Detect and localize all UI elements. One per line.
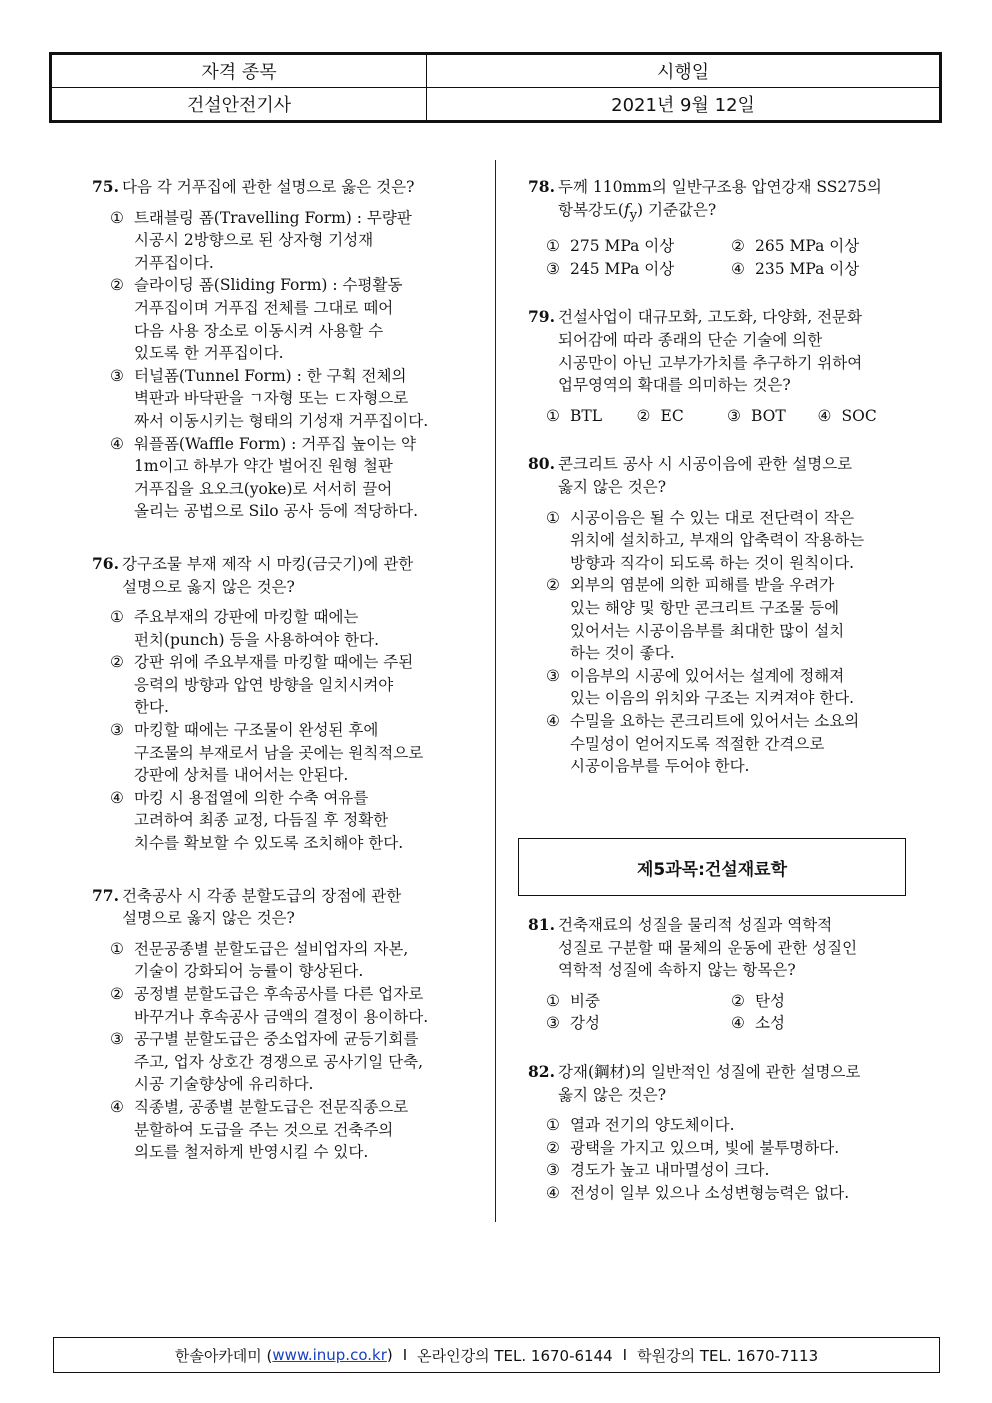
option-2: ② 슬라이딩 폼(Sliding Form) : 수평활동 거푸집이며 거푸집 전체를 그대로 떼어 다음 사용 장소로 이동시켜 사용할 수 있도록 한 거푸집이다. — [110, 276, 403, 363]
right-column — [528, 176, 908, 798]
header-date-label: 시행일 — [427, 55, 940, 88]
question-number: 80. — [528, 454, 555, 474]
question-77 — [92, 885, 482, 1164]
question-80 — [528, 453, 908, 777]
option-3: ③ 245 MPa 이상 — [546, 259, 675, 278]
option-3: ③ 마킹할 때에는 구조물이 완성된 후에 구조물의 부재로서 남을 곳에는 원칙적으로 강판에 상처를 내어서는 안된다. — [110, 721, 424, 785]
exam-header-table — [49, 52, 942, 123]
option-4: ④ SOC — [817, 406, 877, 425]
option-1: ① 트래블링 폼(Travelling Form) : 무량판 시공시 2방향으로 된 상자형 기성재 거푸집이다. — [110, 208, 412, 272]
question-78 — [528, 176, 908, 280]
option-3: ③ BOT — [727, 406, 786, 425]
footer-separator: I — [402, 1346, 408, 1364]
section-title-box — [518, 838, 906, 896]
question-number: 77. — [92, 885, 119, 905]
question-stem: 건설사업이 대규모화, 고도화, 다양화, 전문화 되어감에 따라 종래의 단순 기술에 의한 시공만이 아닌 고부가가치를 추구하기 위하여 업무영역의 확대를 의미하는 것은? — [558, 308, 863, 395]
option-1: ① 275 MPa 이상 — [546, 237, 675, 256]
option-2: ② 265 MPa 이상 — [731, 237, 860, 256]
question-stem: 두께 110mm의 일반구조용 압연강재 SS275의 항복강도$(f_y)$ 기준값은? — [558, 178, 882, 223]
footer-academy-phone: 학원강의 TEL. 1670-7113 — [637, 1346, 819, 1365]
question-stem: 콘크리트 공사 시 시공이음에 관한 설명으로 옳지 않은 것은? — [558, 455, 853, 497]
footer-bar: 한솔아카데미 ( www.inup.co.kr ) I 온라인강의 TEL. 1670-6144 I 학원강의 TEL. 1670-7113 — [53, 1337, 940, 1373]
question-stem: 강재(鋼材)의 일반적인 성질에 관한 설명으로 옳지 않은 것은? — [558, 1062, 861, 1104]
left-column — [92, 176, 482, 1184]
option-2: ② 광택을 가지고 있으며, 빛에 불투명하다. — [546, 1138, 840, 1157]
option-4: ④ 수밀을 요하는 콘크리트에 있어서는 소요의 수밀성이 얻어지도록 적절한 간격으로 시공이음부를 두어야 한다. — [546, 711, 860, 776]
question-75 — [92, 176, 482, 523]
question-number: 78. — [528, 177, 555, 196]
footer-academy-name: 한솔아카데미 ( — [174, 1346, 273, 1365]
right-column-lower — [528, 914, 908, 1225]
question-stem: 다음 각 거푸집에 관한 설명으로 옳은 것은? — [122, 178, 415, 196]
option-2: ② 강판 위에 주요부재를 마킹할 때에는 주된 응력의 방향과 압연 방향을 일치시켜야 한다. — [110, 653, 414, 717]
question-number: 76. — [92, 553, 119, 573]
option-4: ④ 직종별, 공종별 분할도급은 전문직종으로 분할하여 도급을 주는 것으로 건축주의 의도를 철저하게 반영시킬 수 있다. — [110, 1097, 409, 1162]
header-date-value: 2021년 9월 12일 — [427, 88, 940, 121]
question-82 — [528, 1061, 908, 1205]
footer-online-phone: 온라인강의 TEL. 1670-6144 — [417, 1346, 613, 1365]
header-subject-label: 자격 종목 — [52, 55, 427, 88]
option-4: ④ 전성이 일부 있으나 소성변형능력은 없다. — [546, 1183, 850, 1202]
question-number: 79. — [528, 307, 555, 327]
option-2: ② 공정별 분할도급은 후속공사를 다른 업자로 바꾸거나 후속공사 금액의 결정이 용이하다. — [110, 985, 429, 1026]
option-3: ③ 터널폼(Tunnel Form) : 한 구획 전체의 벽판과 바닥판을 ㄱ자형 또는 ㄷ자형으로 짜서 이동시키는 형태의 기성재 거푸집이다. — [110, 366, 429, 430]
question-stem: 건축재료의 성질을 물리적 성질과 역학적 성질로 구분할 때 물체의 운동에 관한 성질인 역학적 성질에 속하지 않는 항목은? — [558, 916, 858, 980]
option-3: ③ 경도가 높고 내마멸성이 크다. — [546, 1161, 770, 1180]
question-number: 81. — [528, 915, 555, 934]
question-number: 82. — [528, 1061, 555, 1081]
option-1: ① 열과 전기의 양도체이다. — [546, 1116, 735, 1135]
option-3: ③ 이음부의 시공에 있어서는 설계에 정해져 있는 이음의 위치와 구조는 지켜져야 한다. — [546, 666, 855, 708]
option-4: ④ 235 MPa 이상 — [731, 259, 860, 278]
header-subject-value: 건설안전기사 — [52, 88, 427, 121]
question-81 — [528, 914, 908, 1035]
section-title: 제5과목:건설재료학 — [636, 859, 787, 880]
option-4: ④ 워플폼(Waffle Form) : 거푸집 높이는 약 1m이고 하부가 약간 벌어진 원형 철판 거푸집을 요오크(yoke)로 서서히 끌어 올리는 공법으로 Silo 공사 등에 적당하다. — [110, 434, 419, 521]
option-1: ① 비중 — [546, 991, 600, 1010]
option-1: ① BTL — [546, 406, 603, 425]
footer-website-link[interactable]: www.inup.co.kr — [272, 1346, 387, 1364]
option-2: ② EC — [636, 406, 684, 425]
option-4: ④ 마킹 시 용접열에 의한 수축 여유를 고려하여 최종 교정, 다듬질 후 정확한 치수를 확보할 수 있도록 조치해야 한다. — [110, 788, 404, 853]
option-1: ① 전문공종별 분할도급은 설비업자의 자본, 기술이 강화되어 능률이 향상된다. — [110, 939, 409, 981]
option-2: ② 탄성 — [731, 991, 785, 1010]
question-stem: 강구조물 부재 제작 시 마킹(금긋기)에 관한 설명으로 옳지 않은 것은? — [122, 554, 414, 596]
question-number: 75. — [92, 177, 119, 196]
option-3: ③ 강성 — [546, 1014, 600, 1033]
column-divider — [495, 160, 496, 1222]
option-1: ① 주요부재의 강판에 마킹할 때에는 펀치(punch) 등을 사용하여야 한다. — [110, 608, 380, 649]
question-76 — [92, 553, 482, 855]
option-1: ① 시공이음은 될 수 있는 대로 전단력이 작은 위치에 설치하고, 부재의 압축력이 작용하는 방향과 직각이 되도록 하는 것이 원칙이다. — [546, 508, 865, 572]
question-79 — [528, 306, 908, 427]
question-stem: 건축공사 시 각종 분할도급의 장점에 관한 설명으로 옳지 않은 것은? — [122, 886, 402, 928]
option-2: ② 외부의 염분에 의한 피해를 받을 우려가 있는 해양 및 항만 콘크리트 구조물 등에 있어서는 시공이음부를 최대한 많이 설치 하는 것이 좋다. — [546, 576, 845, 663]
option-4: ④ 소성 — [731, 1014, 785, 1033]
option-3: ③ 공구별 분할도급은 중소업자에 균등기회를 주고, 업자 상호간 경쟁으로 공사기일 단축, 시공 기술향상에 유리하다. — [110, 1030, 424, 1094]
footer-separator: I — [622, 1346, 628, 1364]
